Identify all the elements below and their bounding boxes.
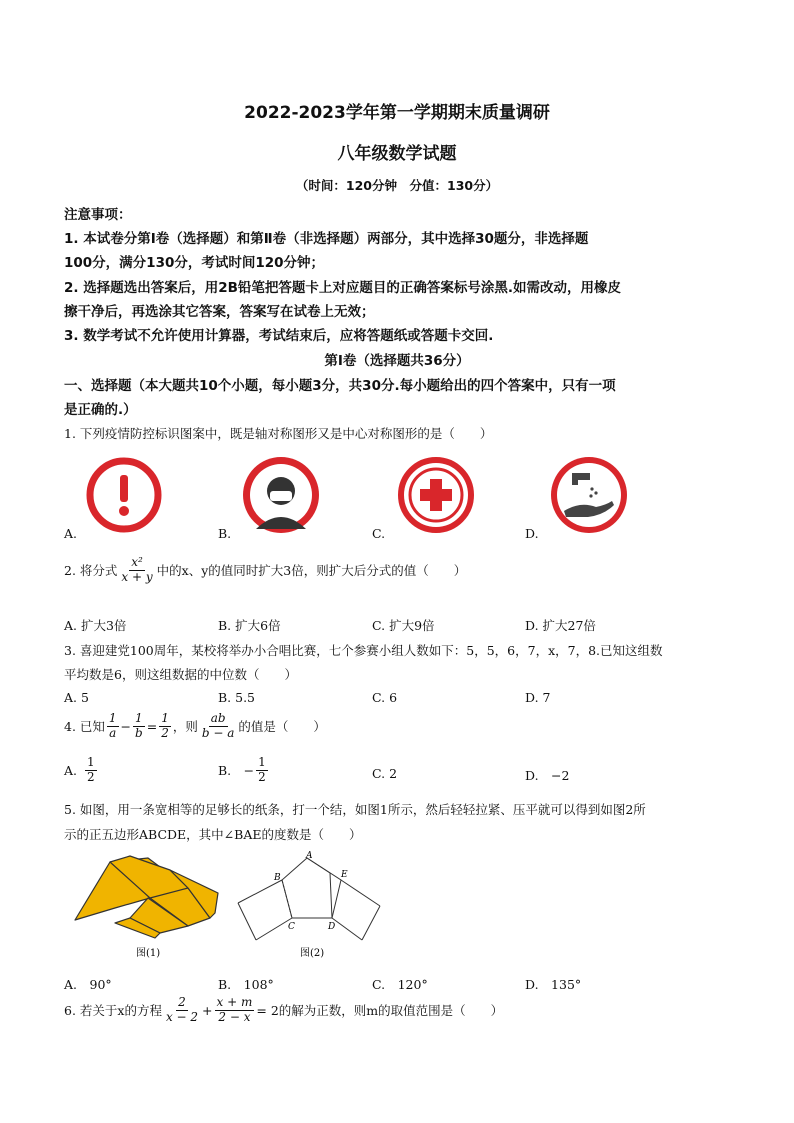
q6-f1-den: x − 2 [165, 1009, 199, 1024]
q1-stem: 1. 下列疫情防控标识图案中，既是轴对称图形又是中心对称图形的是（ ） [64, 426, 493, 441]
q3-line1: 3. 喜迎建党100周年，某校将举办小合唱比赛，七个参赛小组人数如下：5，5，6，7，x，7，8.已知这组数 [64, 643, 663, 658]
q4-eq: = [146, 718, 158, 734]
note-3: 3. 数学考试不允许使用计算器，考试结束后，应将答题纸或答题卡交回. [64, 328, 494, 344]
q5-line1: 5. 如图，用一条宽相等的足够长的纸条，打一个结，如图1所示，然后轻轻拉紧、压平就可以得到如图2所 [64, 802, 646, 817]
q1-icons [80, 455, 640, 535]
q6-f2-num: x + m [216, 995, 253, 1009]
q6-frac-2 [215, 996, 255, 1025]
q1-option-b: B. [218, 526, 232, 541]
note-1a: 1. 本试卷分第Ⅰ卷（选择题）和第Ⅱ卷（非选择题）两部分，其中选择30题分，非选择题 [64, 231, 589, 247]
q2-option-b: B. 扩大6倍 [218, 618, 281, 633]
q2-frac-num: x² [131, 555, 143, 569]
q4-frac-4 [200, 712, 237, 741]
exclamation-icon [90, 461, 158, 529]
q6-stem [64, 996, 503, 1025]
mask-person-icon [243, 457, 319, 533]
q6-f2-den: 2 − x [218, 1009, 251, 1024]
q4-f3-den: 2 [161, 725, 169, 740]
q4-f1-den: a [109, 725, 117, 740]
q5-option-d: D. 135° [525, 977, 582, 992]
q1-option-d: D. [525, 526, 539, 541]
q2-frac-den: x + y [121, 569, 153, 584]
note-1b: 100分，满分130分，考试时间120分钟； [64, 255, 325, 271]
q6-frac-1 [164, 996, 200, 1025]
notes-heading: 注意事项： [64, 207, 132, 223]
q3-option-a: A. 5 [64, 690, 89, 705]
q6-f1-num: 2 [178, 995, 186, 1009]
q2-pre: 2. 将分式 [64, 563, 118, 579]
q5-option-c: C. 120° [372, 977, 428, 992]
fig2-caption: 图(2) [300, 948, 325, 959]
q4-f4-num: ab [210, 711, 226, 725]
q4-option-b [218, 756, 270, 785]
q6-plus: + [202, 1002, 213, 1018]
q4-opt-b-frac [256, 756, 268, 785]
q4-f1-num: 1 [108, 711, 117, 725]
medical-cross-icon [401, 460, 471, 530]
q6-pre: 6. 若关于x的方程 [64, 1003, 162, 1019]
q2-fraction [119, 556, 154, 585]
q2-option-a: A. 扩大3倍 [64, 618, 127, 633]
exam-title: 2022-2023学年第一学期期末质量调研 [244, 103, 550, 123]
q4-minus: − [120, 718, 132, 734]
q2-option-d: D. 扩大27倍 [525, 618, 596, 633]
note-2a: 2. 选择题选出答案后，用2B铅笔把答题卡上对应题目的正确答案标号涂黑.如需改动，用橡皮 [64, 280, 622, 296]
section-heading-b: 是正确的.） [64, 402, 137, 418]
part1-heading: 第Ⅰ卷（选择题共36分） [324, 353, 470, 369]
q4-opt-b-den: 2 [258, 769, 266, 784]
q4-opt-a-den: 2 [87, 769, 95, 784]
q4-stem [64, 712, 326, 741]
exam-subtitle: 八年级数学试题 [337, 144, 457, 164]
label-a: A [306, 851, 313, 861]
q4-option-c: C. 2 [372, 766, 398, 781]
knot-figure [75, 856, 218, 938]
q3-option-c: C. 6 [372, 690, 398, 705]
label-e: E [341, 870, 348, 880]
q5-option-a: A. 90° [64, 977, 112, 992]
q4-f2-den: b [135, 725, 143, 740]
q2-stem [64, 556, 466, 585]
fig1-caption: 图(1) [136, 948, 161, 959]
q4-frac-2 [133, 712, 145, 741]
q4-f3-num: 1 [161, 711, 169, 725]
q4-opt-a-num: 1 [87, 755, 95, 769]
q4-opt-a-label: A. [64, 762, 78, 778]
q4-option-a [64, 756, 99, 785]
q4-frac-3 [159, 712, 171, 741]
q1-option-c: C. [372, 526, 386, 541]
q3-line2: 平均数是6，则这组数据的中位数（ ） [64, 667, 297, 682]
q4-option-d: D. −2 [525, 768, 570, 783]
q3-option-b: B. 5.5 [218, 690, 256, 705]
exam-info: （时间：120分钟 分值：130分） [295, 178, 499, 193]
q4-f2-num: 1 [135, 711, 143, 725]
q1-option-a: A. [64, 526, 78, 541]
q4-mid: ，则 [172, 719, 198, 735]
q4-opt-b-num: 1 [258, 755, 266, 769]
q5-figures [70, 848, 400, 966]
q4-opt-a-frac [85, 756, 97, 785]
hand-wash-icon [551, 457, 627, 533]
pentagon-figure [238, 858, 380, 940]
label-b: B [274, 873, 281, 883]
note-2b: 擦干净后，再选涂其它答案，答案写在试卷上无效； [64, 304, 375, 320]
q4-frac-1 [107, 712, 119, 741]
label-c: C [288, 922, 295, 932]
section-heading-a: 一、选择题（本大题共10个小题，每小题3分，共30分.每小题给出的四个答案中，只有一项 [64, 378, 616, 394]
q4-opt-b-label: B. − [218, 763, 255, 779]
q5-option-b: B. 108° [218, 977, 274, 992]
q4-post: 的值是（ ） [238, 719, 326, 735]
q2-post: 中的x、y的值同时扩大3倍，则扩大后分式的值（ ） [156, 563, 467, 579]
q3-option-d: D. 7 [525, 690, 551, 705]
q5-line2: 示的正五边形ABCDE，其中∠BAE的度数是（ ） [64, 827, 362, 842]
q4-pre: 4. 已知 [64, 719, 105, 735]
q2-option-c: C. 扩大9倍 [372, 618, 435, 633]
q6-post: = 2的解为正数，则m的取值范围是（ ） [256, 1003, 504, 1019]
q4-f4-den: b − a [201, 725, 235, 740]
label-d: D [328, 922, 336, 932]
